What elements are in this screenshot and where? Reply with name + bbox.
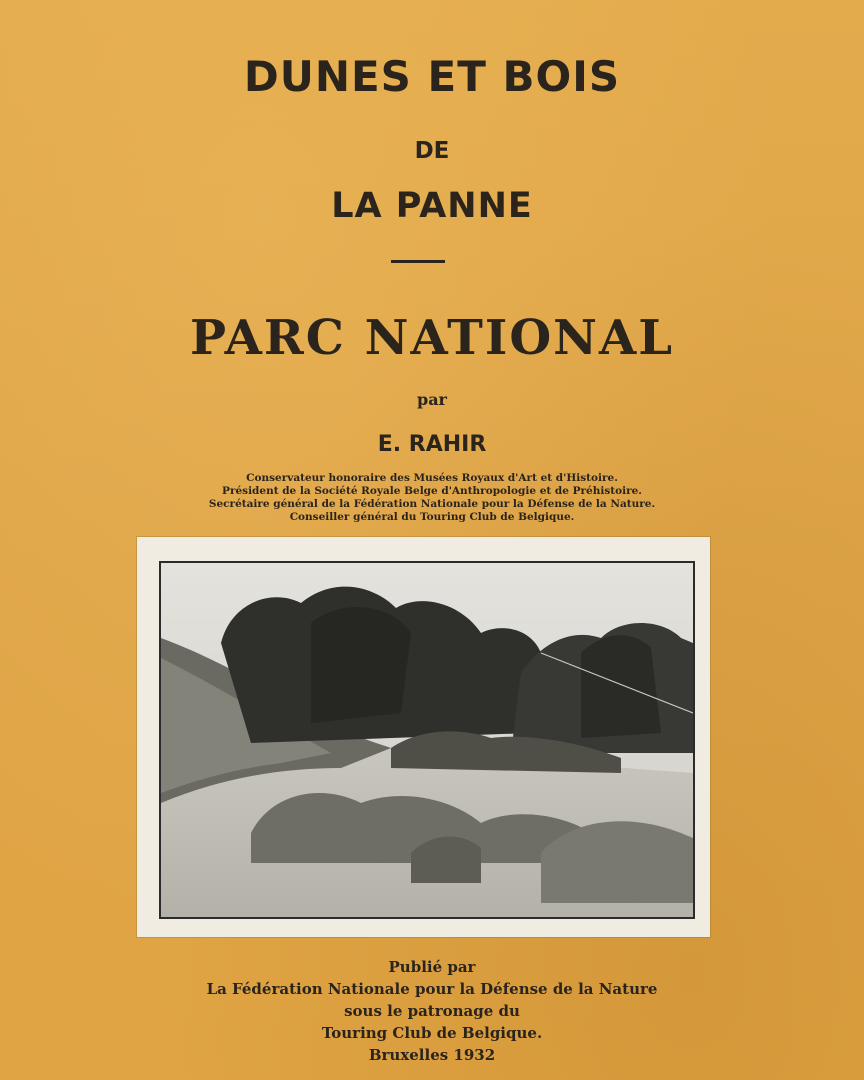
publication-date: Bruxelles 1932: [368, 1046, 496, 1064]
by-label: par: [417, 390, 447, 409]
dune-landscape-photo: [159, 561, 695, 919]
credit-line: Conservateur honoraire des Musées Royaux d'Art et d'Histoire.: [246, 472, 618, 484]
publisher-line: Touring Club de Belgique.: [321, 1024, 543, 1042]
publisher-line: sous le patronage du: [344, 1002, 520, 1020]
credit-line: Conseiller général du Touring Club de Belgique.: [289, 511, 575, 523]
title-line-3: LA PANNE: [331, 186, 533, 226]
author-name: E. RAHIR: [377, 432, 487, 457]
title-divider: [391, 260, 445, 263]
author-credits: [0, 472, 864, 524]
credit-line: Secrétaire général de la Fédération Nationale pour la Défense de la Nature.: [208, 498, 656, 510]
credit-line: Président de la Société Royale Belge d'Anthropologie et de Préhistoire.: [222, 485, 642, 497]
publisher-line: La Fédération Nationale pour la Défense de la Nature: [206, 980, 658, 998]
publisher-line: Publié par: [388, 958, 476, 976]
photo-mount: [137, 537, 710, 937]
title-line-2: DE: [414, 138, 450, 164]
subtitle: PARC NATIONAL: [190, 310, 674, 366]
publisher-block: [0, 956, 864, 1066]
title-line-1: DUNES ET BOIS: [243, 52, 621, 101]
